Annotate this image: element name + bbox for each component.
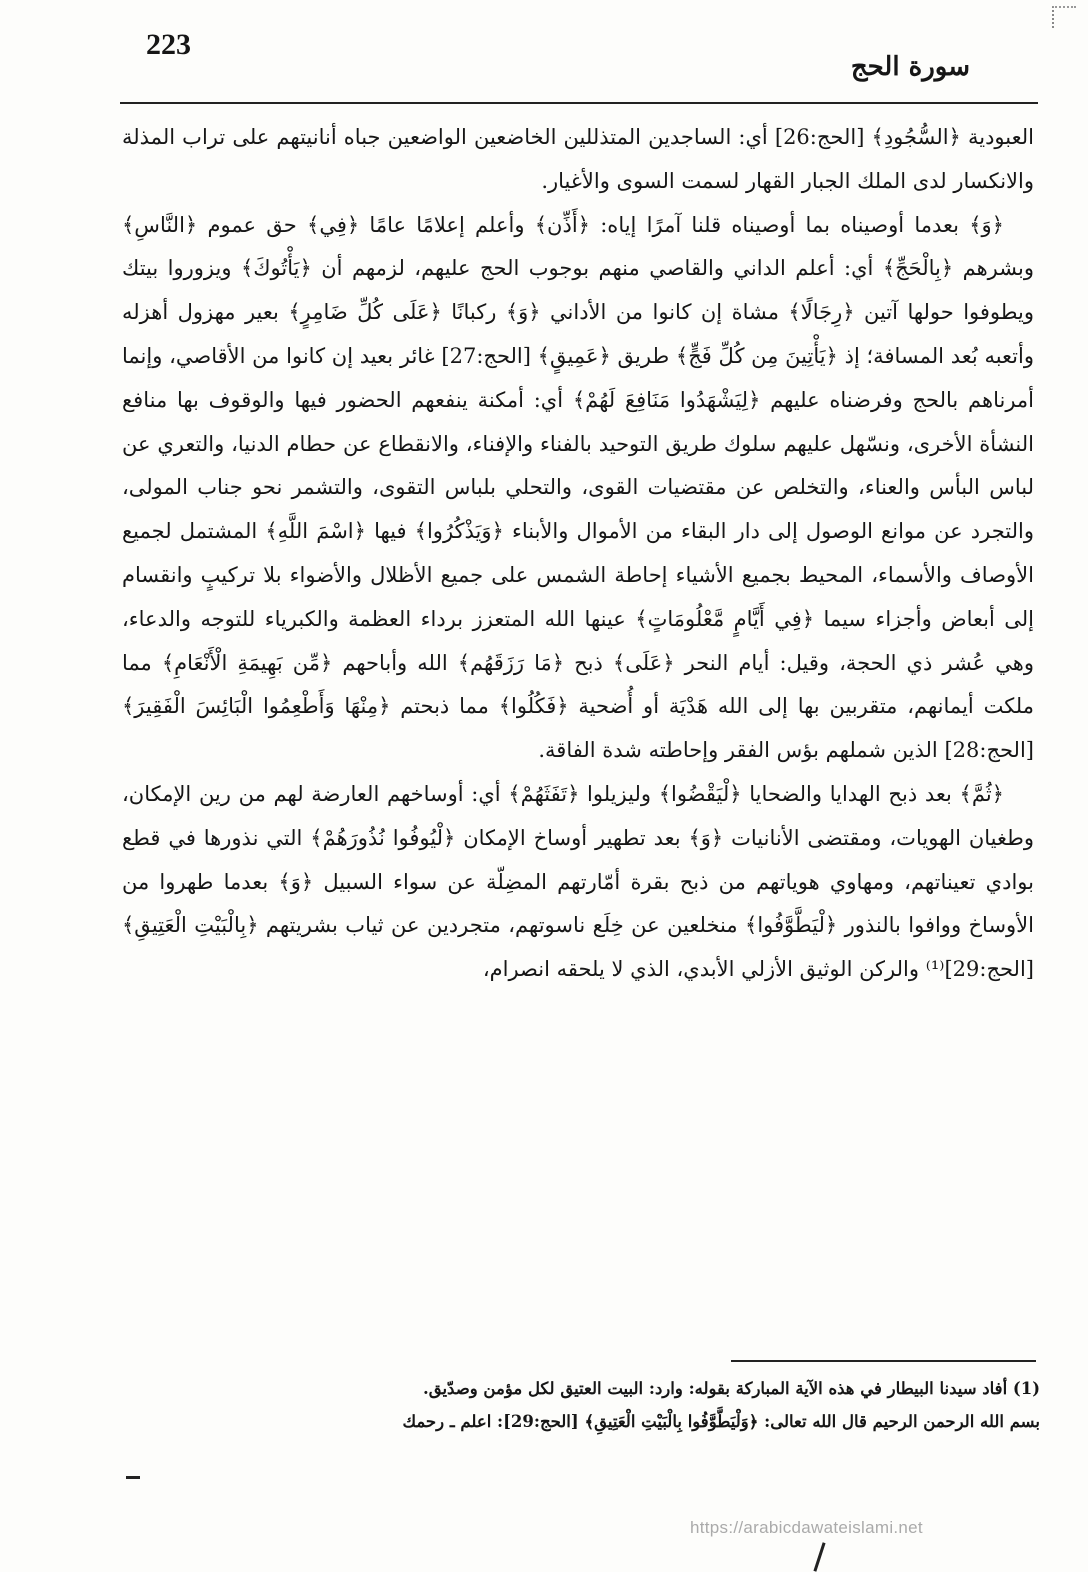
- page-number: 223: [146, 28, 191, 61]
- running-head: سورة الحج: [850, 52, 970, 82]
- body-text: [122, 116, 1034, 992]
- paragraph-2: ﴿وَ﴾ بعدما أوصيناه بما أوصيناه قلنا آمرًا إياه: ﴿أَذِّن﴾ وأعلم إعلامًا عامًا ﴿فِي﴾ حق عموم ﴿النَّاسِ﴾ وبشرهم ﴿بِالْحَجِّ﴾ أي: أعلم الداني والقاصي منهم بوجوب الحج عليهم، لزمهم أن ﴿يَأْتُوكَ﴾ ويزوروا بيتك ويطوفوا حولها آتين ﴿رِجَالًا﴾ مشاة إن كانوا من الأداني ﴿وَ﴾ ركبانًا ﴿عَلَى كُلِّ ضَامِرٍ﴾ بعير مهزول أهزله وأتعبه بُعد المسافة؛ إذ ﴿يَأْتِينَ مِن كُلِّ فَجٍّ﴾ طريق ﴿عَمِيقٍ﴾ [الحج:27] غائر بعيد إن كانوا من الأقاصي، وإنما أمرناهم بالحج وفرضناه عليهم ﴿لِيَشْهَدُوا مَنَافِعَ لَهُمْ﴾ أي: أمكنة ينفعهم الحضور فيها والوقوف بها منافع النشأة الأخرى، ونسّهل عليهم سلوك طريق التوحيد بالفناء والإفناء، والانقطاع عن حطام الدنيا، والتعري عن لباس البأس والعناء، والتخلص عن مقتضيات القوى، والتحلي بلباس التقوى، والتشمر نحو جناب المولى، والتجرد عن موانع الوصول إلى دار البقاء من الأموال والأبناء ﴿وَيَذْكُرُوا﴾ فيها ﴿اسْمَ اللَّهِ﴾ المشتمل لجميع الأوصاف والأسماء، المحيط بجميع الأشياء إحاطة الشمس على جميع الأظلال والأضواء بلا تركيبٍ وانقسام إلى أبعاض وأجزاء سيما ﴿فِي أَيَّامٍ مَّعْلُومَاتٍ﴾ عينها الله المتعزز برداء العظمة والكبرياء للتوجه والدعاء، وهي عُشر ذي الحجة، وقيل: أيام النحر ﴿عَلَى﴾ ذبح ﴿مَا رَزَقَهُم﴾ الله وأباحهم ﴿مِّن بَهِيمَةِ الْأَنْعَامِ﴾ مما ملكت أيمانهم، متقربين بها إلى الله هَدْيَة أو أُضحية ﴿فَكُلُوا﴾ مما ذبحتم ﴿مِنْهَا وَأَطْعِمُوا الْبَائِسَ الْفَقِيرَ﴾ [الحج:28] الذين شملهم بؤس الفقر وإحاطته شدة الفاقة.: [122, 212, 1034, 763]
- scan-speck: [1052, 6, 1076, 28]
- paragraph-3: ﴿ثُمَّ﴾ بعد ذبح الهدايا والضحايا ﴿لْيَقْضُوا﴾ وليزيلوا ﴿تَفَثَهُمْ﴾ أي: أوساخهم العارضة لهم من رين الإمكان، وطغيان الهويات، ومقتضى الأنانيات ﴿وَ﴾ بعد تطهير أوساخ الإمكان ﴿لْيُوفُوا نُذُورَهُمْ﴾ التي نذورها في قطع بوادي تعيناتهم، ومهاوي هوياتهم من ذبح بقرة أمّارتهم المضِلّة عن سواء السبيل ﴿وَ﴾ بعدما طهروا من الأوساخ ووافوا بالنذور ﴿لْيَطَّوَّفُوا﴾ منخلعين عن خِلَع ناسوتهم، متجردين عن ثياب بشريتهم ﴿بِالْبَيْتِ الْعَتِيقِ﴾ [الحج:29]⁽¹⁾ والركن الوثيق الأزلي الأبدي، الذي لا يلحقه انصرام،: [122, 781, 1034, 982]
- scan-slash: [813, 1542, 825, 1571]
- footnote-1-continuation: بسم الله الرحمن الرحيم قال الله تعالى: ﴿وَلْيَطَّوَّفُوا بِالْبَيْتِ الْعَتِيقِ﴾ [الحج:29]: اعلم ـ رحمك: [402, 1412, 1040, 1431]
- paragraph-1: العبودية ﴿السُّجُودِ﴾ [الحج:26] أي: الساجدين المتذللين الخاضعين الواضعين جباه أنانيتهم على تراب المذلة والانكسار لدى الملك الجبار القهار لسمت السوى والأغيار.: [122, 125, 1034, 193]
- header-rule: [120, 102, 1038, 104]
- footnote-1: (1) أفاد سيدنا البيطار في هذه الآية المباركة بقوله: وارد: البيت العتيق لكل مؤمن وصدّيق.: [422, 1379, 1040, 1398]
- watermark-url: https://arabicdawateislami.net: [690, 1518, 923, 1537]
- footnote-rule: [731, 1360, 1036, 1362]
- scan-dash: [126, 1476, 140, 1479]
- footnotes: [120, 1372, 1040, 1438]
